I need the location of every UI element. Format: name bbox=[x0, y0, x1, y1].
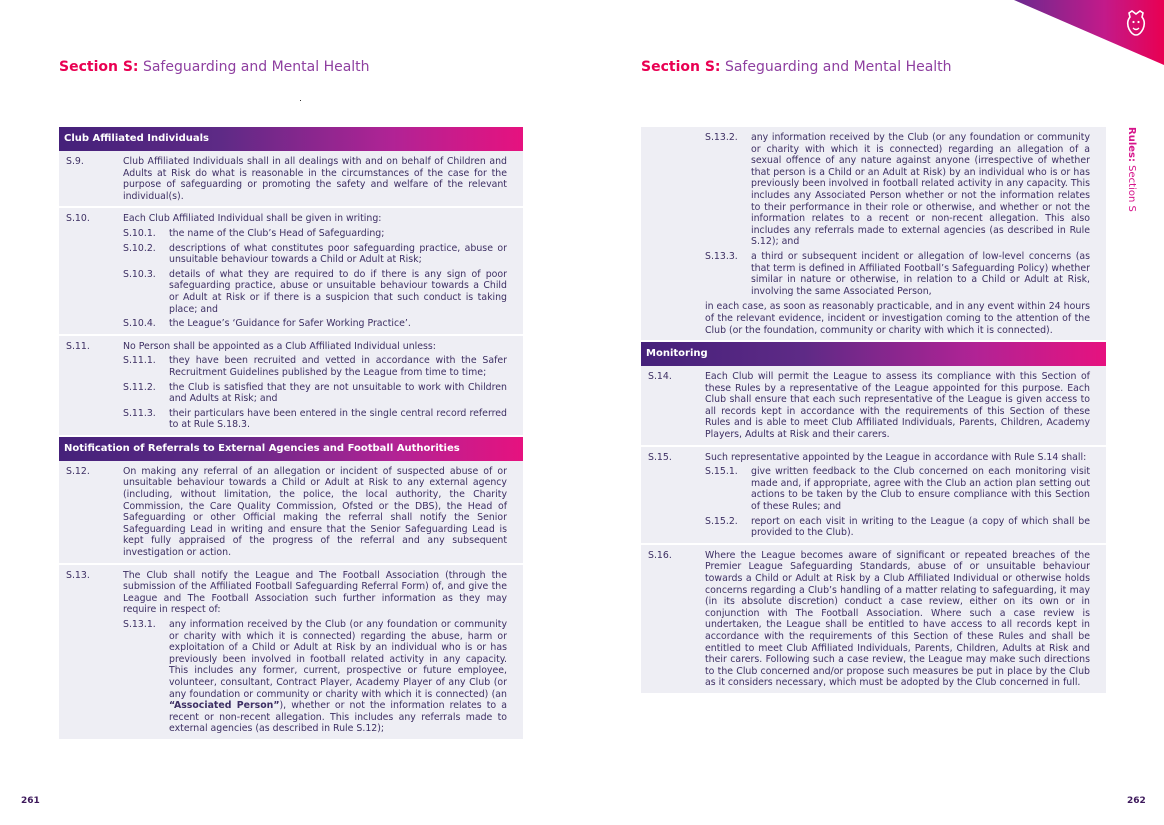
rule-text: The Club shall notify the League and The Football Association (through the submission of the Affiliated Football Safeguarding Referral Form) of, and give the League and The Football Association such further information as they may require in respect of: bbox=[123, 569, 507, 616]
subrule: S.11.2. the Club is satisfied that they are not unsuitable to work with Children and Adults at Risk; and bbox=[123, 381, 507, 405]
subrule: S.13.1. any information received by the Club (or any foundation or community or charity with which it is connected) regarding the abuse, harm or exploitation of a Child or Adult at Risk by an individual who is or has previously been involved in football related activity in any capacity. This includes any former, current, prospective or future employee, volunteer, consultant, Contract Player, Academy Player of any Club (or any foundation or community or charity with which it is connected) (an “Associated Person”), whether or not the information relates to a recent or non-recent allegation. This includes any referrals made to external agencies (as described in Rule S.12); bbox=[123, 619, 507, 735]
subrule: S.13.3. a third or subsequent incident or allegation of low-level concerns (as that term is defined in Affiliated Football’s Safeguarding Policy) whether similar in nature or otherwise, in relation to a Child or Adult at Risk, involving the same Associated Person, bbox=[705, 250, 1090, 297]
subrule: S.11.3. their particulars have been entered in the single central record referred to at Rule S.18.3. bbox=[123, 407, 507, 431]
subrule: S.10.3. details of what they are required to do if there is any sign of poor safeguarding practice, abuse or unsuitable behaviour towards a Child or Adult at Risk or if there is a suspicion that such conduct is taking place; and bbox=[123, 268, 507, 315]
page-title-left bbox=[59, 59, 370, 75]
page-number-right: 262 bbox=[1127, 796, 1146, 806]
rule-number: S.13. bbox=[66, 569, 90, 581]
subrule: S.13.2. any information received by the Club (or any foundation or community or charity with which it is connected) regarding an allegation of a sexual offence of any nature against anyone (irrespective of whether that person is a Child or an Adult at Risk) by an individual who is or has previously been involved in football related activity in any capacity. This includes any Associated Person whether or not the information relates to their performance in their role or otherwise, and whether or not the information relates to a recent or non-recent allegation. This also includes any referrals made to external agencies (as described in Rule S.12); and bbox=[705, 132, 1090, 248]
section-label: Section S: bbox=[641, 59, 721, 75]
club-affiliated-header: Club Affiliated Individuals bbox=[59, 127, 523, 151]
rule-number: S.10. bbox=[66, 213, 90, 225]
rule-number: S.15. bbox=[648, 451, 672, 463]
rule-s9 bbox=[59, 151, 523, 208]
page-number-left: 261 bbox=[21, 796, 40, 806]
page-title-right bbox=[641, 59, 952, 75]
rule-s15 bbox=[641, 447, 1106, 545]
section-label: Section S: bbox=[59, 59, 139, 75]
section-name: Safeguarding and Mental Health bbox=[138, 59, 370, 75]
rule-text: Each Club Affiliated Individual shall be given in writing: bbox=[123, 213, 382, 225]
rule-text: Where the League becomes aware of significant or repeated breaches of the Premier League Safeguarding Standards, abuse of or unsuitable behaviour towards a Child or Adult at Risk by a Club Affiliated Individual or otherwise holds concerns regarding a Club’s handling of a matter relating to safeguarding, it may (in its absolute discretion) conduct a case review, either on its own or in conjunction with The Football Association. Where such a case review is undertaken, the League shall be entitled to have access to all records kept in accordance with the requirements of this Section of these Rules and shall be entitled to meet Club Affiliated Individuals, Parents, Children, Adults at Risk and their carers. Following such a case review, the League may make such directions to the Club concerned and/or propose such measures be put in place by the Club as it considers necessary, which must be adopted by the Club concerned in full. bbox=[705, 549, 1090, 689]
rule-s12 bbox=[59, 461, 523, 565]
closing-text: in each case, as soon as reasonably practicable, and in any event within 24 hours of the relevant evidence, incident or investigation coming to the attention of the Club (or the foundation, community or charity with which it is connected). bbox=[705, 301, 1090, 336]
rule-s10 bbox=[59, 208, 523, 335]
right-column bbox=[641, 127, 1106, 695]
rule-text: On making any referral of an allegation or incident of suspected abuse of or unsuitable behaviour towards a Child or Adult at Risk to any external agency (including, without limitation, the police, the local authority, the Charity Commission, the Care Quality Commission, Ofsted or the DBS), the Head of Safeguarding or other Official making the referral shall notify the Senior Safeguarding Lead in writing and ensure that the Senior Safeguarding Lead is kept fully appraised of the progress of the referral and any subsequent investigation or action. bbox=[123, 465, 507, 559]
rule-s16 bbox=[641, 545, 1106, 695]
left-column bbox=[59, 127, 523, 741]
stray-mark bbox=[300, 100, 301, 101]
rule-number: S.11. bbox=[66, 340, 90, 352]
subrule: S.11.1. they have been recruited and vetted in accordance with the Safer Recruitment Guidelines published by the League from time to time; bbox=[123, 355, 507, 378]
side-section-label: Rules: Section S bbox=[1126, 127, 1137, 212]
defined-term: “Associated Person” bbox=[169, 700, 280, 712]
rule-s13 bbox=[59, 565, 523, 741]
rule-number: S.14. bbox=[648, 371, 672, 383]
rule-text: Such representative appointed by the League in accordance with Rule S.14 shall: bbox=[705, 451, 1087, 463]
subrule: S.10.4. the League’s ‘Guidance for Safer Working Practice’. bbox=[123, 318, 411, 330]
subrule: S.10.2. descriptions of what constitutes poor safeguarding practice, abuse or unsuitable behaviour towards a Child or Adult at Risk; bbox=[123, 242, 507, 266]
rule-s13-continued bbox=[641, 127, 1106, 342]
subrule: S.15.1. give written feedback to the Club concerned on each monitoring visit made and, if appropriate, agree with the Club an action plan setting out actions to be taken by the Club to ensure compliance with this Section of these Rules; and bbox=[705, 466, 1090, 513]
rule-number: S.12. bbox=[66, 465, 90, 477]
rule-text: No Person shall be appointed as a Club Affiliated Individual unless: bbox=[123, 340, 436, 352]
rule-number: S.9. bbox=[66, 156, 84, 167]
rule-text: Each Club will permit the League to assess its compliance with this Section of these Rules by a representative of the League appointed for this purpose. Each Club shall ensure that each such representative of the League is given access to all records kept in accordance with the requirements of this Section of these Rules and is able to meet Club Affiliated Individuals, Parents, Children, Academy Players, Adults at Risk and their carers. bbox=[705, 371, 1090, 441]
premier-league-lion-icon bbox=[1125, 10, 1147, 36]
rule-text: Club Affiliated Individuals shall in all dealings with and on behalf of Children and Adults at Risk do what is reasonable in the circumstances of the case for the purpose of safeguarding or promoting the safety and welfare of the relevant individual(s). bbox=[123, 156, 507, 202]
monitoring-header: Monitoring bbox=[641, 342, 1106, 366]
rule-s14 bbox=[641, 366, 1106, 447]
notification-header: Notification of Referrals to External Agencies and Football Authorities bbox=[59, 437, 523, 461]
subrule: S.10.1. the name of the Club’s Head of Safeguarding; bbox=[123, 227, 385, 239]
subrule: S.15.2. report on each visit in writing to the League (a copy of which shall be provided to the Club). bbox=[705, 515, 1090, 539]
rule-number: S.16. bbox=[648, 549, 672, 561]
section-name: Safeguarding and Mental Health bbox=[720, 59, 952, 75]
rule-s11 bbox=[59, 336, 523, 437]
